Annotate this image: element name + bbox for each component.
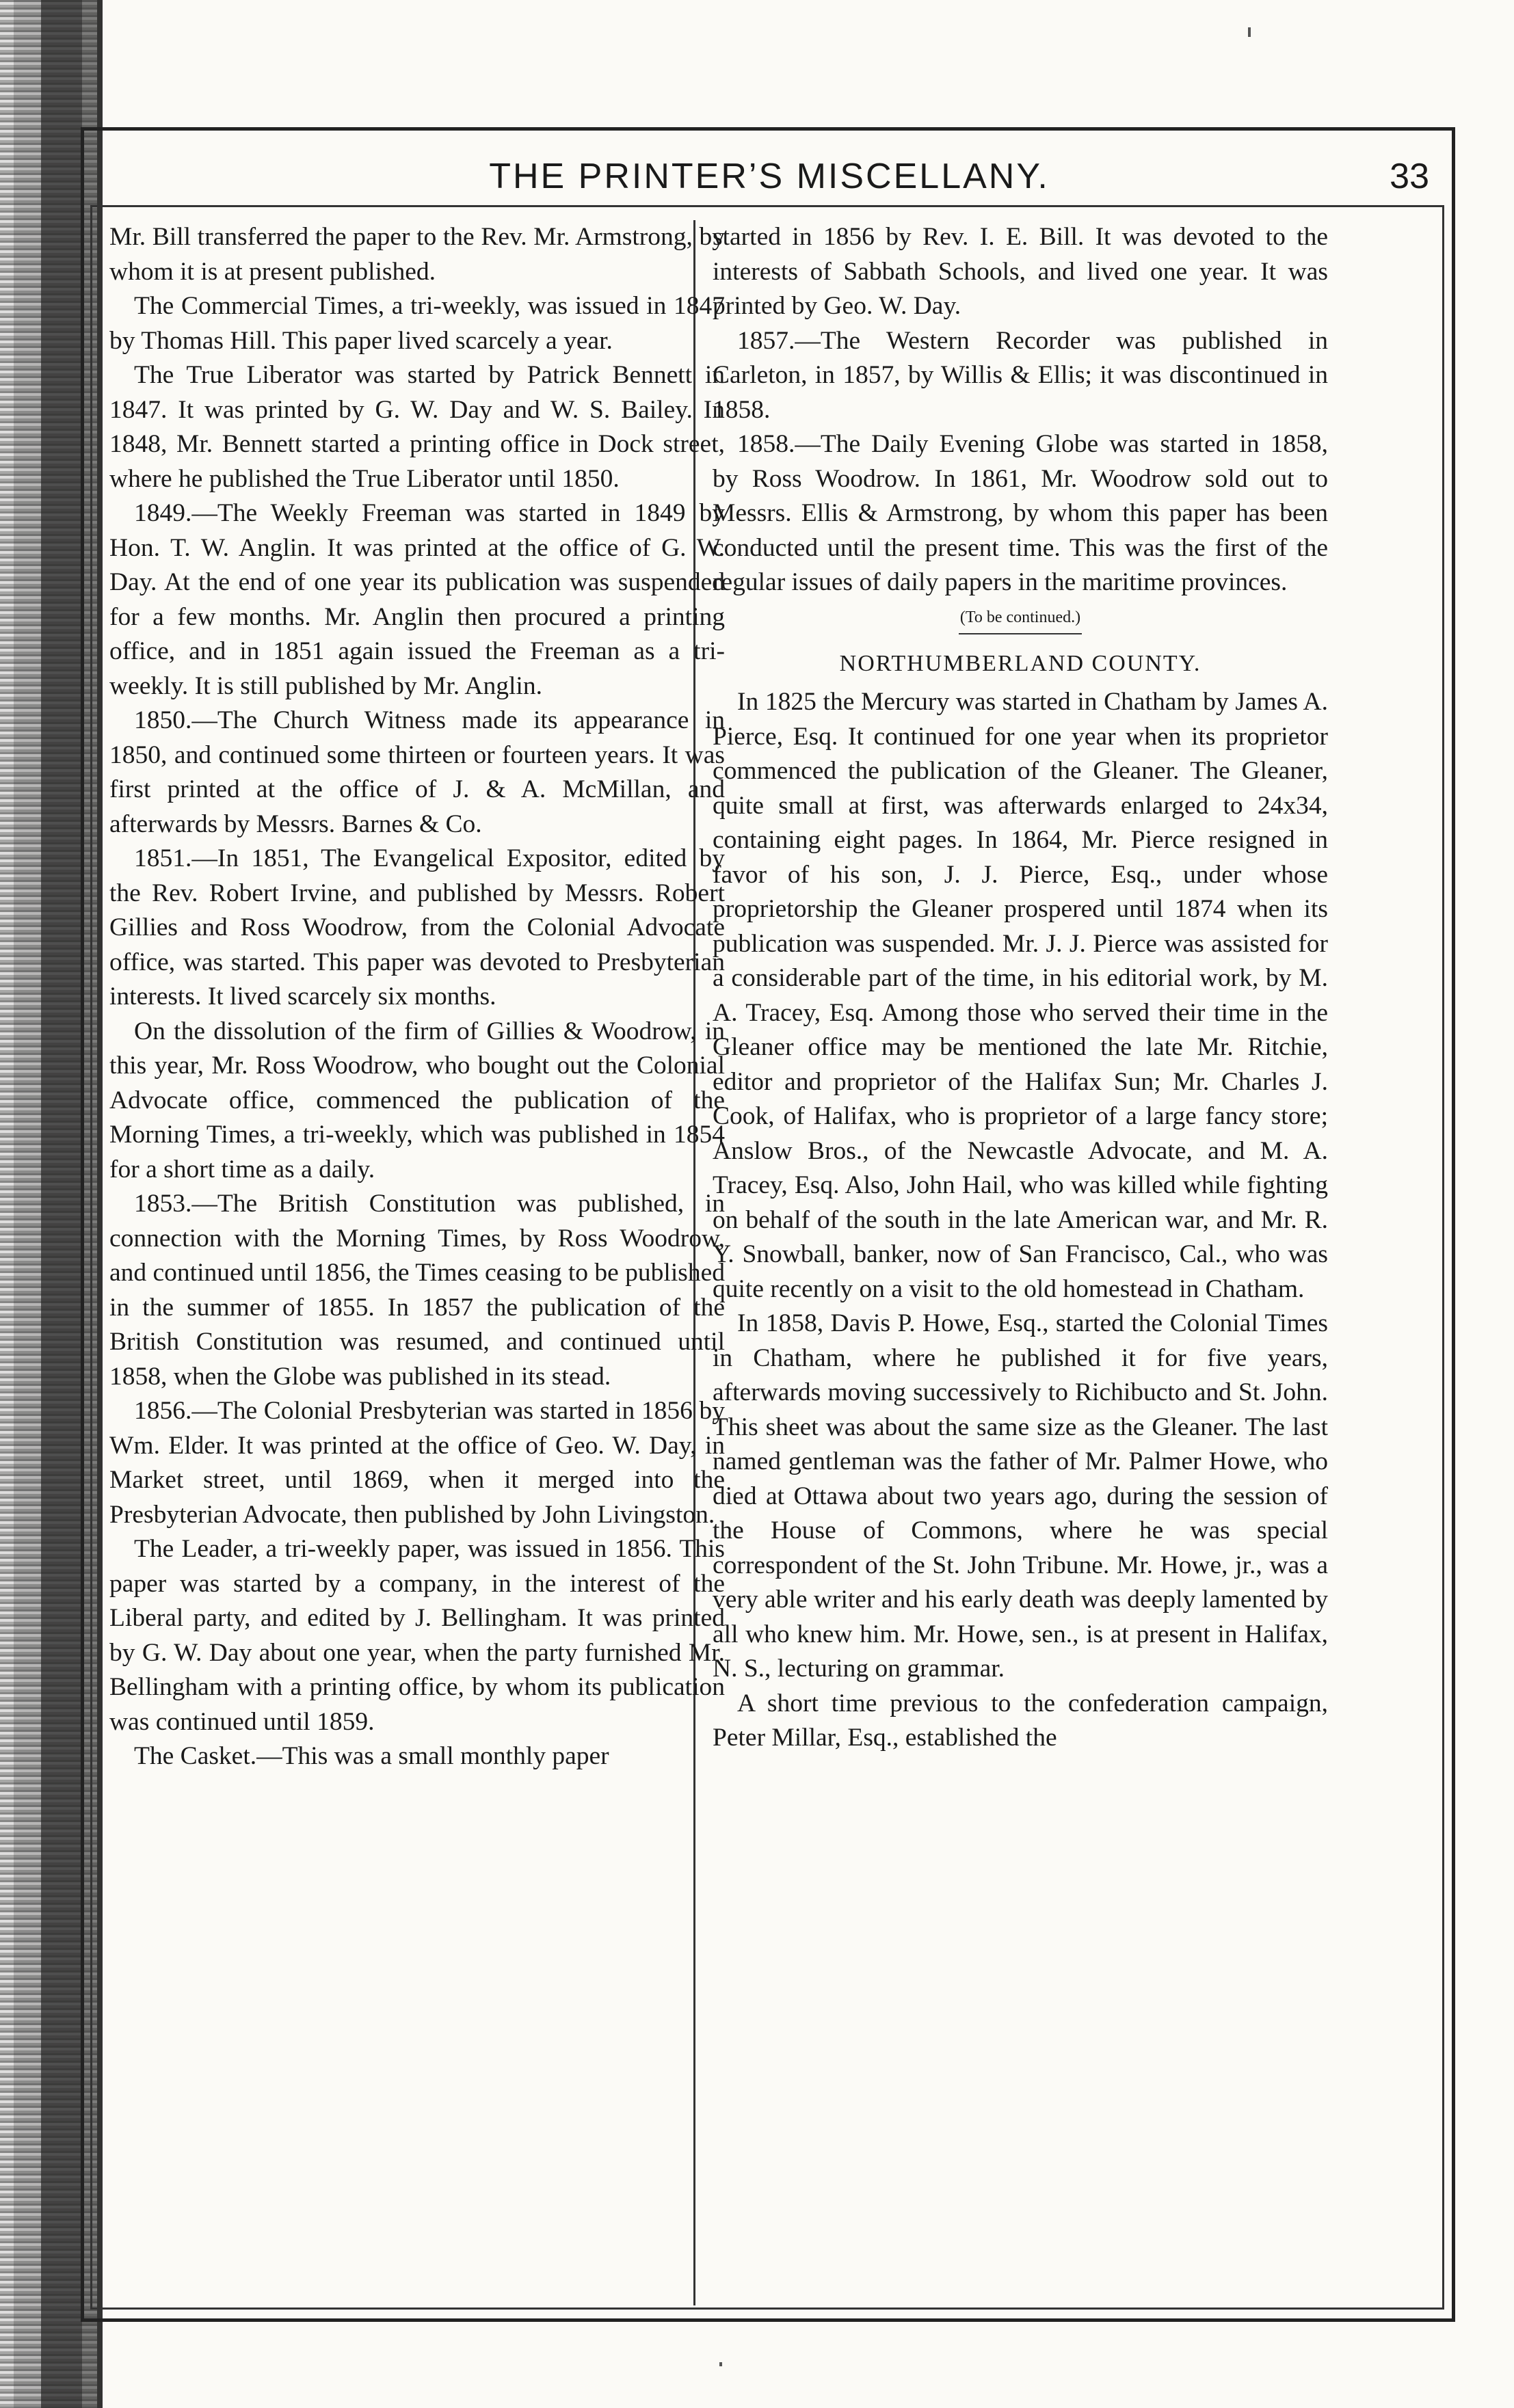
paragraph: In 1858, Davis P. Howe, Esq., started the Colonial Times in Chatham, where he published it for five years, afterwards moving successively to Richibucto and St. John. This sheet was about the same size as the Gleaner. The last named gentleman was the father of Mr. Palmer Howe, who died at Ottawa about two years ago, during the session of the House of Commons, where he was special correspondent of the St. John Tribune. Mr. Howe, jr., was a very able writer and his early death was deeply lamented by all who knew him. Mr. Howe, sen., is at present in Halifax, N. S., lecturing on grammar. [713, 1309, 1328, 1683]
paragraph: On the dissolution of the firm of Gillies & Woodrow, in this year, Mr. Ross Woodrow, who bought out the Colonial Advocate office, commenced the publication of the Morning Times, a tri-weekly, which was published in 1854 for a short time as a daily. [109, 1017, 725, 1183]
paragraph: The True Liberator was started by Patrick Bennett in 1847. It was printed by G. W. Day and W. S. Bailey. In 1848, Mr. Bennett started a printing office in Dock street, where he published the True Liberator until 1850. [109, 361, 725, 493]
paragraph: A short time previous to the confederation campaign, Peter Millar, Esq., established the [713, 1689, 1328, 1752]
paragraph: Mr. Bill transferred the paper to the Rev. Mr. Armstrong, by whom it is at present published. [109, 223, 725, 286]
paragraph: The Casket.—This was a small monthly paper [134, 1742, 609, 1770]
section-rule [959, 633, 1082, 634]
journal-title: THE PRINTER’S MISCELLANY. [489, 157, 1050, 196]
paragraph: 1851.—In 1851, The Evangelical Expositor, edited by the Rev. Robert Irvine, and published by Messrs. Robert Gillies and Ross Woodrow, from the Colonial Advocate office, was started. This paper was devoted to Presbyterian interests. It lived scarcely six months. [109, 844, 725, 1011]
paragraph: started in 1856 by Rev. I. E. Bill. It was devoted to the interests of Sabbath Schools, and lived one year. It was printed by Geo. W. Day. [713, 223, 1328, 320]
page-number: 33 [1390, 157, 1429, 196]
paragraph: 1853.—The British Constitution was published, in connection with the Morning Times, by Ross Woodrow, and continued until 1856, the Times ceasing to be published in the summer of 1855. In 1857 the publication of the British Constitution was resumed, and continued until 1858, when the Globe was published in its stead. [109, 1190, 725, 1391]
paragraph: In 1825 the Mercury was started in Chatham by James A. Pierce, Esq. It continued for one year when its proprietor commenced the publication of the Gleaner. The Gleaner, quite small at first, was afterwards enlarged to 24x34, containing eight pages. In 1864, Mr. Pierce resigned in favor of his son, J. J. Pierce, Esq., under whose proprietorship the Gleaner prospered until 1874 when its publication was suspended. Mr. J. J. Pierce was assisted for a considerable part of the time, in his editorial work, by M. A. Tracey, Esq. Among those who served their time in the Gleaner office may be mentioned the late Mr. Ritchie, editor and proprietor of the Halifax Sun; Mr. Charles J. Cook, of Halifax, who is proprietor of a large fancy store; Anslow Bros., of the Newcastle Advocate, and M. A. Tracey, Esq. Also, John Hail, who was killed while fighting on behalf of the south in the late American war, and Mr. R. Y. Snowball, banker, now of San Francisco, Cal., who was quite recently on a visit to the old homestead in Chatham. [713, 688, 1328, 1303]
running-header [103, 156, 1436, 204]
scan-speck [1248, 27, 1251, 37]
paragraph: The Commercial Times, a tri-weekly, was issued in 1847 by Thomas Hill. This paper lived scarcely a year. [109, 292, 725, 355]
left-column [109, 220, 725, 2285]
paragraph: 1850.—The Church Witness made its appearance in 1850, and continued some thirteen or fourteen years. It was first printed at the office of J. & A. McMillan, and afterwards by Messrs. Barnes & Co. [109, 706, 725, 838]
scan-speck [719, 2362, 722, 2366]
continued-note: (To be continued.) [959, 608, 1081, 626]
paragraph: 1858.—The Daily Evening Globe was started in 1858, by Ross Woodrow. In 1861, Mr. Woodrow sold out to Messrs. Ellis & Armstrong, by whom this paper has been conducted until the present time. This was the first of the regular issues of daily papers in the maritime provinces. [713, 430, 1328, 596]
paragraph: 1857.—The Western Recorder was published in Carleton, in 1857, by Willis & Ellis; it was discontinued in 1858. [713, 326, 1328, 424]
section-heading: NORTHUMBERLAND COUNTY. [839, 650, 1201, 676]
paragraph: 1849.—The Weekly Freeman was started in 1849 by Hon. T. W. Anglin. It was printed at the office of G. W. Day. At the end of one year its publication was suspended for a few months. Mr. Anglin then procured a printing office, and in 1851 again issued the Freeman as a tri-weekly. It is still published by Mr. Anglin. [109, 499, 725, 700]
paragraph: 1856.—The Colonial Presbyterian was started in 1856 by Wm. Elder. It was printed at the office of Geo. W. Day, in Market street, until 1869, when it merged into the Presbyterian Advocate, then published by John Livingston. [109, 1397, 725, 1529]
right-column [713, 220, 1328, 2285]
paragraph: The Leader, a tri-weekly paper, was issued in 1856. This paper was started by a company, in the interest of the Liberal party, and edited by J. Bellingham. It was printed by G. W. Day about one year, when the party furnished Mr. Bellingham with a printing office, by whom its publication was continued until 1859. [109, 1535, 725, 1736]
